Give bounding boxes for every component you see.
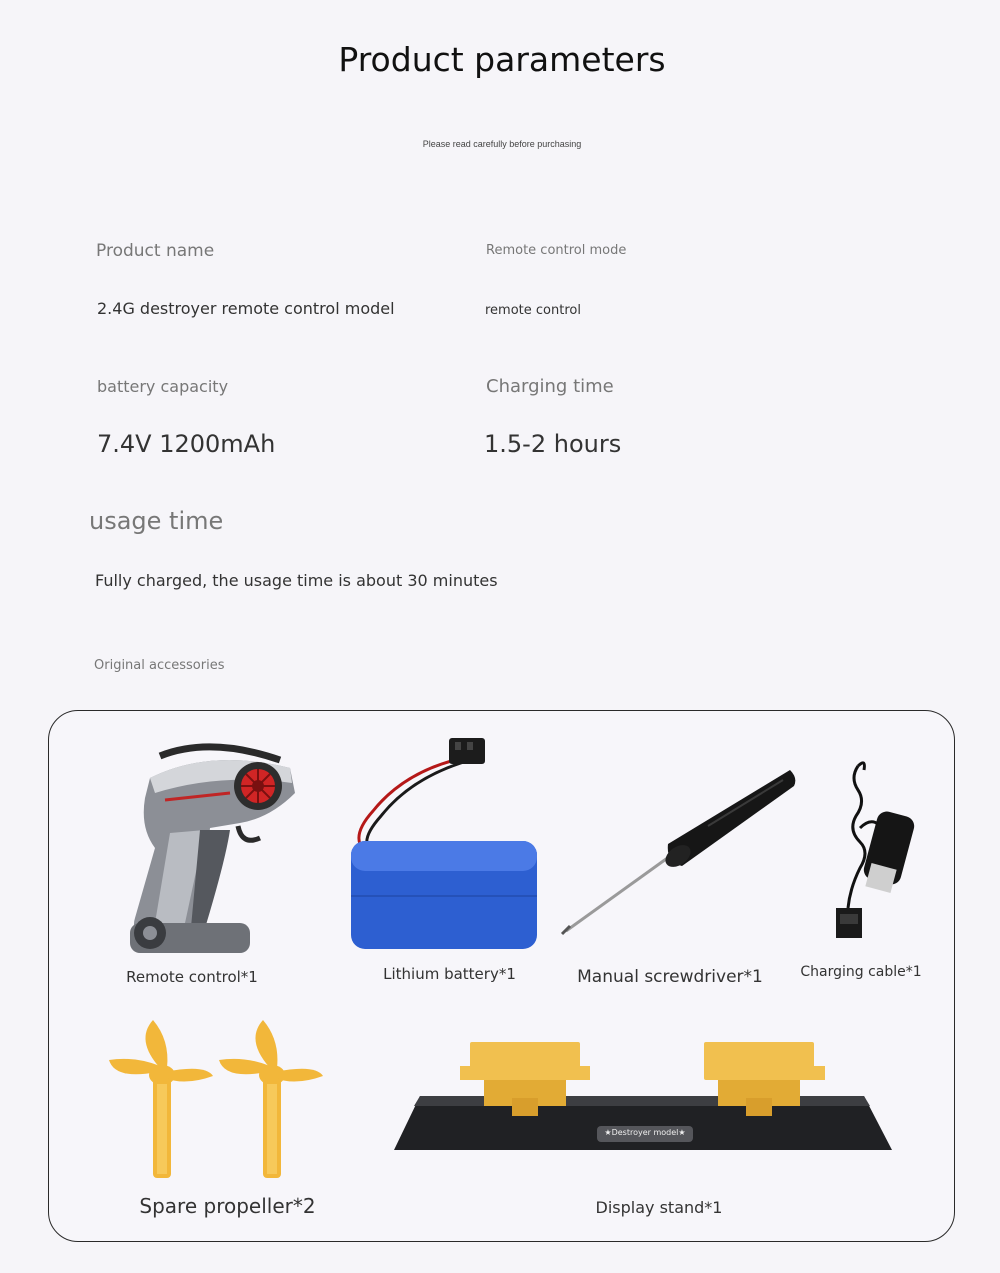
- charging-cable-caption: Charging cable*1: [800, 964, 922, 980]
- display-stand-icon: [392, 1038, 897, 1158]
- usage-label: usage time: [89, 507, 224, 535]
- charging-label: Charging time: [486, 376, 614, 397]
- product-name-value: 2.4G destroyer remote control model: [97, 299, 395, 318]
- charging-value: 1.5-2 hours: [484, 430, 622, 458]
- accessories-heading: Original accessories: [94, 658, 225, 673]
- battery-icon: [345, 736, 545, 956]
- battery-value: 7.4V 1200mAh: [97, 430, 276, 458]
- usb-cable-icon: [830, 758, 925, 943]
- propeller-caption: Spare propeller*2: [139, 1194, 316, 1218]
- screwdriver-icon: [558, 766, 803, 936]
- remote-control-icon: [110, 738, 300, 958]
- battery-caption: Lithium battery*1: [383, 965, 516, 983]
- propeller-icon: [105, 1020, 325, 1180]
- stand-plaque: ★Destroyer model★: [604, 1128, 686, 1137]
- screwdriver-caption: Manual screwdriver*1: [577, 967, 763, 987]
- product-name-label: Product name: [96, 241, 215, 261]
- usage-value: Fully charged, the usage time is about 30 minutes: [95, 571, 498, 590]
- page-subtitle: Please read carefully before purchasing: [422, 139, 582, 149]
- remote-mode-value: remote control: [485, 303, 581, 318]
- page-title: Product parameters: [338, 40, 666, 79]
- remote-mode-label: Remote control mode: [486, 243, 627, 258]
- remote-control-caption: Remote control*1: [126, 968, 258, 986]
- display-stand-caption: Display stand*1: [595, 1198, 723, 1217]
- battery-label: battery capacity: [97, 377, 229, 396]
